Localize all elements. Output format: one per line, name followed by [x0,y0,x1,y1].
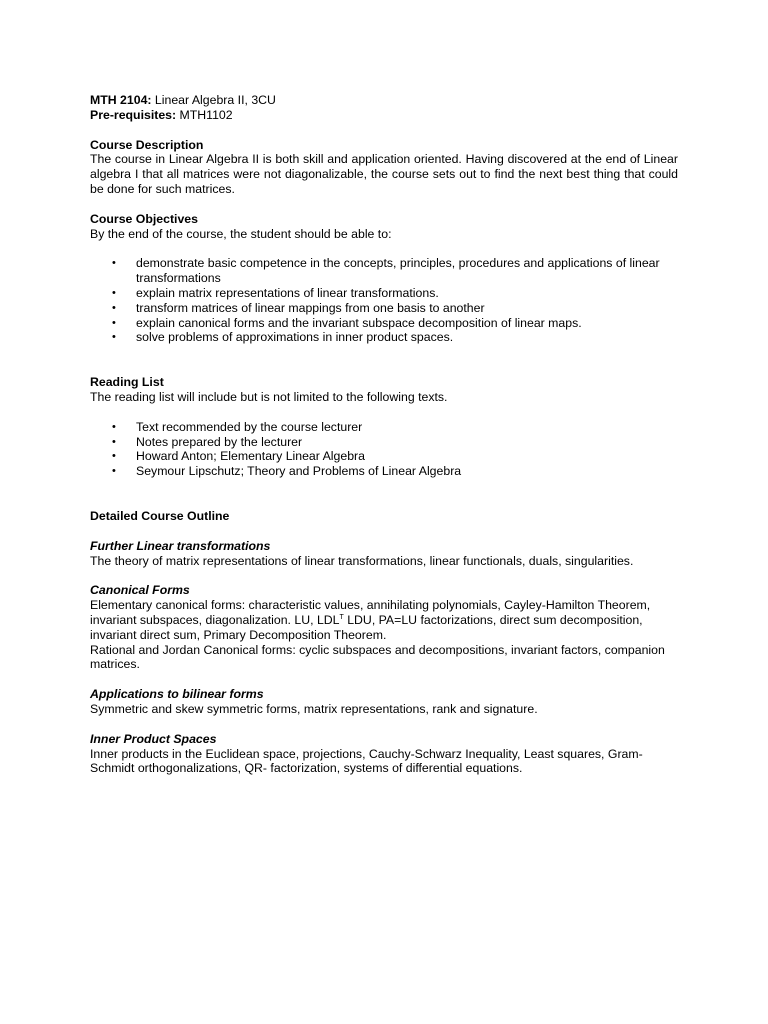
course-code: MTH 2104: [90,93,152,107]
reading-item-text: Notes prepared by the lecturer [136,434,303,449]
canonical-forms-heading: Canonical Forms [90,583,190,598]
list-item [90,316,678,331]
reading-item-text: Seymour Lipschutz; Theory and Problems of Linear Algebra [136,464,462,479]
objective-text: demonstrate basic competence in the concepts, principles, procedures and applications of linear transformations [136,256,660,286]
reading-item-text: Howard Anton; Elementary Linear Algebra [136,449,365,464]
list-item [90,286,678,301]
prerequisites-label: Pre-requisites: [90,107,177,122]
further-linear-heading: Further Linear transformations [90,538,271,553]
course-title-line [90,93,678,108]
bullet-icon: • [112,286,116,299]
list-item [90,464,678,479]
list-item [90,256,678,286]
prerequisites-line [90,108,678,123]
reading-list-intro: The reading list will include but is not limited to the following texts. [90,389,448,404]
inner-product-text: Inner products in the Euclidean space, projections, Cauchy-Schwarz Inequality, Least squares, Gram-Schmidt orthogonalizations, QR- factorization, systems of differential equations. [90,746,643,776]
objective-text: explain matrix representations of linear transformations. [136,285,439,300]
list-item [90,420,678,435]
bullet-icon: • [112,465,116,478]
bullet-icon: • [112,450,116,463]
objective-text: transform matrices of linear mappings from one basis to another [136,300,485,315]
reading-list [90,420,678,479]
bilinear-forms-heading: Applications to bilinear forms [90,687,264,702]
bilinear-forms-text: Symmetric and skew symmetric forms, matrix representations, rank and signature. [90,701,538,716]
course-objectives-intro: By the end of the course, the student should be able to: [90,226,392,241]
list-item [90,330,678,345]
course-description-text: The course in Linear Algebra II is both skill and application oriented. Having discovered at the end of Linear algebra I that all matrices were not diagonalizable, the course sets out to find the next best thing that could be done for such matrices. [90,152,678,196]
transpose-superscript: T [339,613,344,621]
course-description-heading: Course Description [90,137,204,152]
bullet-icon: • [112,435,116,448]
course-outline-heading: Detailed Course Outline [90,508,230,523]
document-page [90,93,678,776]
bullet-icon: • [112,331,116,344]
further-linear-text: The theory of matrix representations of linear transformations, linear functionals, duals, singularities. [90,553,634,568]
canonical-forms-text [90,598,678,642]
inner-product-heading: Inner Product Spaces [90,731,217,746]
bullet-icon: • [112,301,116,314]
bullet-icon: • [112,316,116,329]
objective-text: explain canonical forms and the invariant subspace decomposition of linear maps. [136,315,582,330]
objectives-list [90,256,678,345]
objective-text: solve problems of approximations in inner product spaces. [136,330,454,345]
bullet-icon: • [112,420,116,433]
reading-list-heading: Reading List [90,375,164,390]
course-title: Linear Algebra II, 3CU [151,93,276,107]
canonical-text-part2: LDU, PA=LU factorizations, direct sum decomposition, invariant direct sum, Primary Decomposition Theorem. [90,612,643,642]
reading-item-text: Text recommended by the course lecturer [136,419,363,434]
canonical-text-part1: Elementary canonical forms: characteristic values, annihilating polynomials, Cayley-Hamilton Theorem, invariant subspaces, diagonalization. LU, LDL [90,598,651,627]
list-item [90,435,678,450]
course-objectives-heading: Course Objectives [90,211,198,226]
list-item [90,301,678,316]
prerequisites-value: MTH1102 [176,107,233,122]
bullet-icon: • [112,257,116,270]
jordan-forms-text: Rational and Jordan Canonical forms: cyclic subspaces and decompositions, invariant factors, companion matrices. [90,642,665,672]
list-item [90,449,678,464]
